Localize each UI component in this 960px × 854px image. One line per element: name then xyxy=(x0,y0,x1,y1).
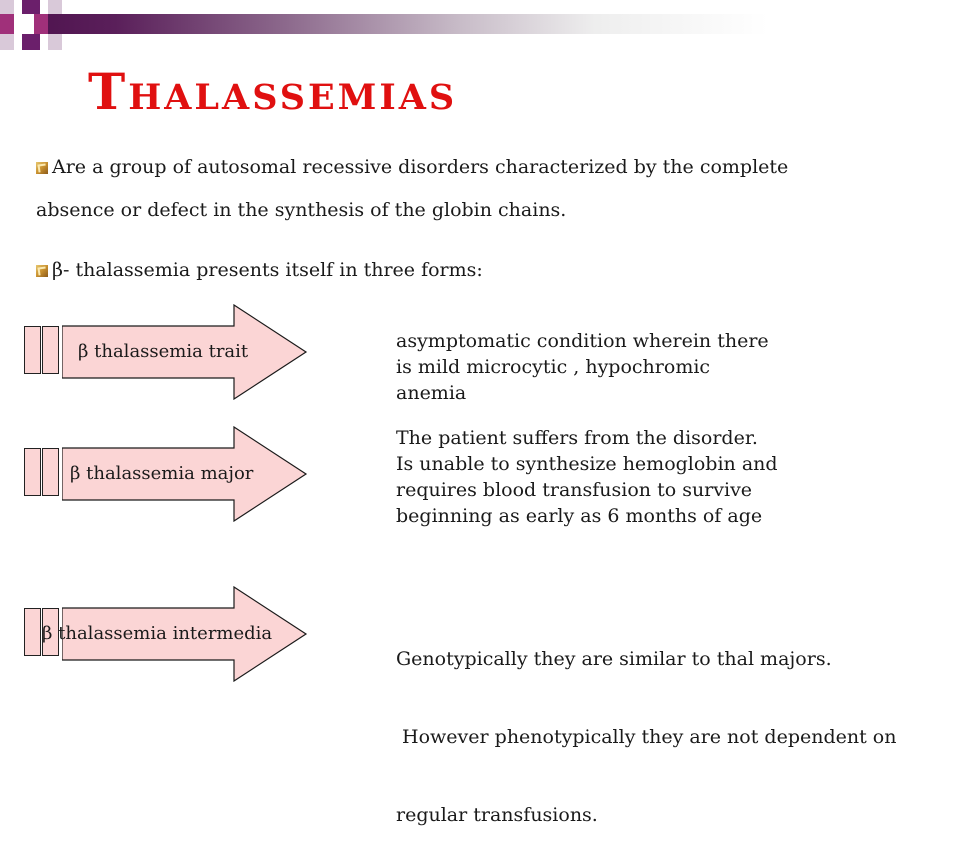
form-description-trait xyxy=(396,328,769,406)
bullet-2-text: β- thalassemia presents itself in three forms: xyxy=(52,259,483,281)
description-line: is mild microcytic , hypochromic xyxy=(396,356,711,378)
form-description-intermedia xyxy=(396,594,896,854)
description-line: beginning as early as 6 months of age xyxy=(396,505,763,527)
decoration-square xyxy=(48,0,62,14)
description-line: However phenotypically they are not dependent on xyxy=(396,726,897,748)
description-line: regular transfusions. xyxy=(396,804,598,826)
bullet-1 xyxy=(36,156,788,178)
decoration-square xyxy=(48,34,62,50)
arrow-tail-bar xyxy=(24,448,41,496)
arrow-tail-bar xyxy=(42,448,59,496)
description-line: The patient suffers from the disorder. xyxy=(396,427,758,449)
description-line: anemia xyxy=(396,382,467,404)
arrow-tail-bar xyxy=(24,608,41,656)
decoration-square xyxy=(22,0,40,14)
decoration-square xyxy=(22,34,40,50)
form-label-trait: β thalassemia trait xyxy=(78,341,249,362)
form-label-major: β thalassemia major xyxy=(70,463,254,484)
page-title: Thalassemias xyxy=(88,62,458,121)
form-label-intermedia: β thalassemia intermedia xyxy=(42,623,273,644)
bullet-1-line-1: Are a group of autosomal recessive disorders characterized by the complete xyxy=(52,156,789,178)
decoration-square xyxy=(62,0,76,14)
description-line: requires blood transfusion to survive xyxy=(396,479,753,501)
decoration-square xyxy=(0,14,14,34)
bullet-square-icon xyxy=(36,265,48,277)
form-description-major xyxy=(396,425,778,529)
arrow-tail-bar xyxy=(42,326,59,374)
decoration-square xyxy=(14,14,34,34)
arrow-tail-bar xyxy=(24,326,41,374)
header-decoration-bar xyxy=(0,14,960,34)
description-line: asymptomatic condition wherein there xyxy=(396,330,769,352)
description-line: Genotypically they are similar to thal majors. xyxy=(396,648,832,670)
bullet-square-icon xyxy=(36,162,48,174)
bullet-1-continuation: absence or defect in the synthesis of the globin chains. xyxy=(36,199,567,221)
decoration-square xyxy=(0,0,14,14)
decoration-square xyxy=(0,34,14,50)
decoration-square xyxy=(34,14,48,34)
bullet-2 xyxy=(36,259,483,281)
description-line: Is unable to synthesize hemoglobin and xyxy=(396,453,778,475)
